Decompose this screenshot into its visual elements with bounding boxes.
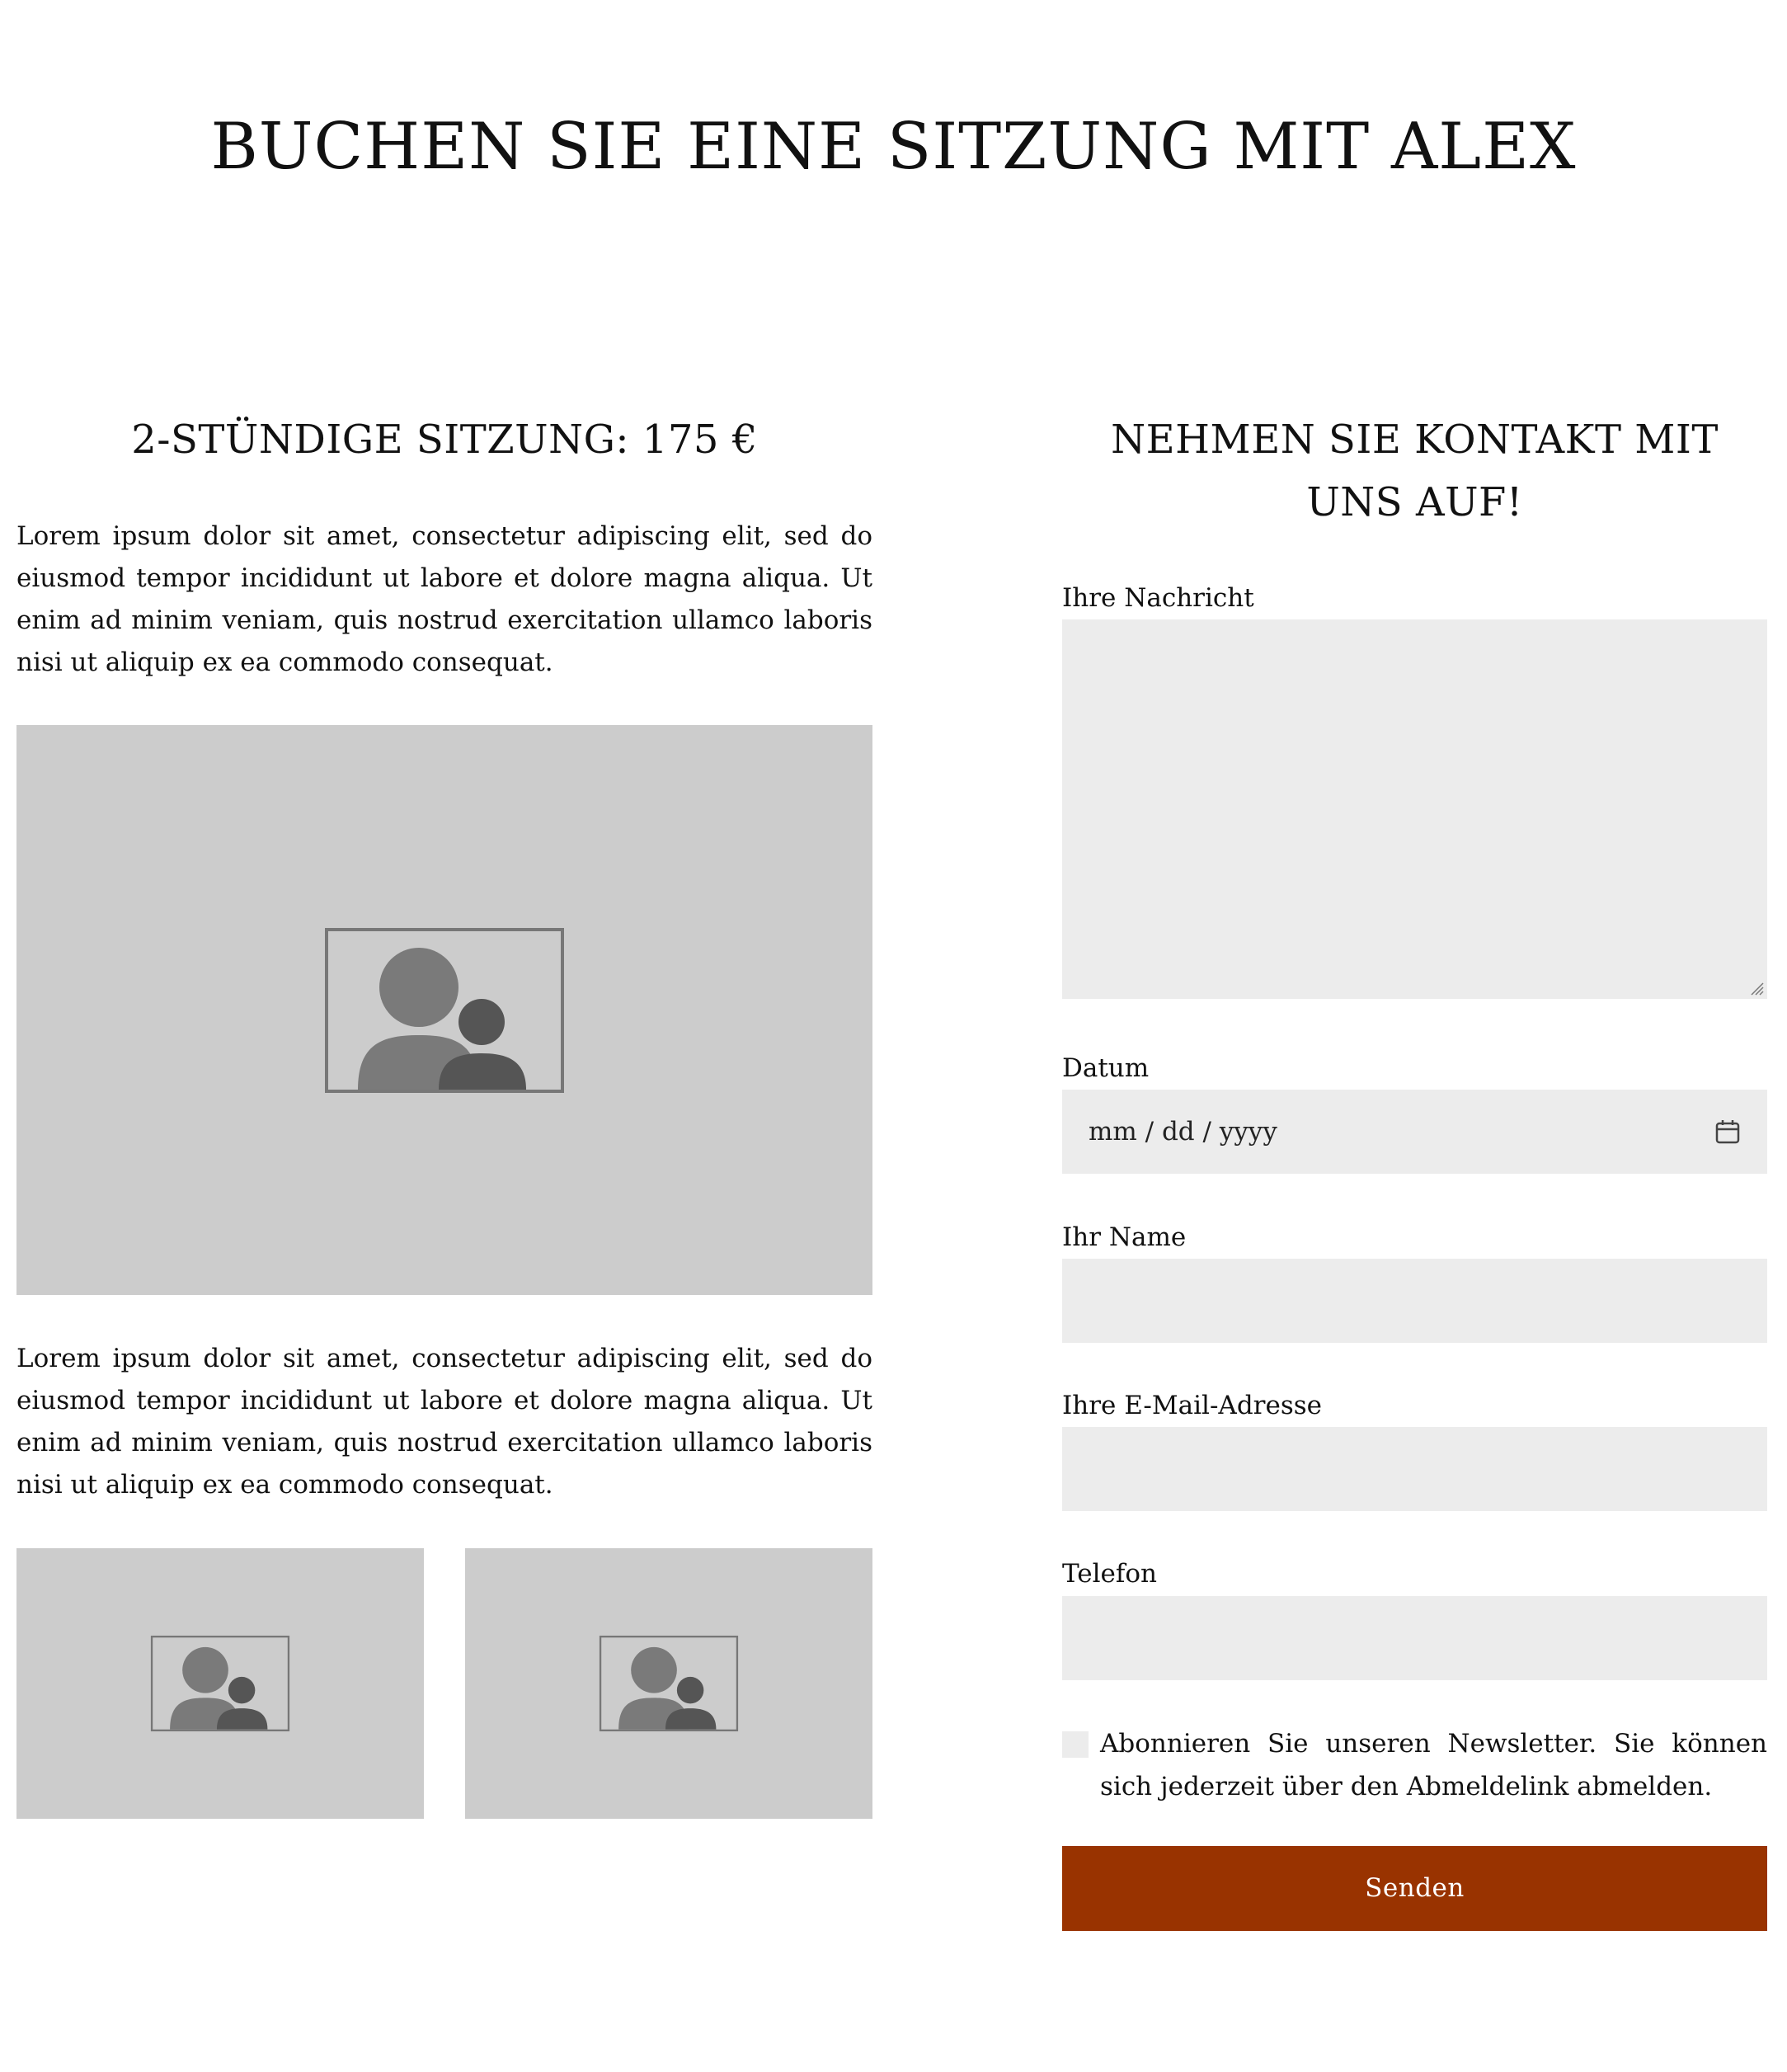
calendar-icon[interactable] bbox=[1714, 1118, 1741, 1145]
contact-title: NEHMEN SIE KONTAKT MIT UNS AUF! bbox=[1111, 417, 1719, 525]
page-title: BUCHEN SIE EINE SITZUNG MIT ALEX bbox=[210, 110, 1577, 184]
image-placeholder-icon bbox=[325, 928, 564, 1093]
date-label: Datum bbox=[1062, 1053, 1150, 1083]
session-description-2: Lorem ipsum dolor sit amet, consectetur adipiscing elit, sed do eiusmod tempor incididunt ut labore et dolore magna aliqua. Ut enim ad minim veniam, quis nostrud exercitation ullamco laboris nisi ut aliquip ex ea commodo consequat. bbox=[16, 1344, 872, 1500]
gallery-image-placeholder-1 bbox=[16, 1548, 424, 1819]
gallery-image-placeholder-2 bbox=[465, 1548, 872, 1819]
image-placeholder-icon bbox=[150, 1636, 290, 1731]
email-input[interactable] bbox=[1062, 1427, 1767, 1511]
session-description-1: Lorem ipsum dolor sit amet, consectetur adipiscing elit, sed do eiusmod tempor incididunt ut labore et dolore magna aliqua. Ut enim ad minim veniam, quis nostrud exercitation ullamco laboris nisi ut aliquip ex ea commodo consequat. bbox=[16, 521, 872, 677]
submit-button[interactable]: Senden bbox=[1062, 1846, 1767, 1931]
phone-input[interactable] bbox=[1062, 1596, 1767, 1680]
message-textarea[interactable] bbox=[1062, 619, 1767, 999]
contact-form bbox=[1062, 408, 1767, 1903]
date-input[interactable] bbox=[1062, 1090, 1767, 1174]
session-section bbox=[16, 408, 872, 1500]
name-input[interactable] bbox=[1062, 1259, 1767, 1343]
name-label: Ihr Name bbox=[1062, 1222, 1187, 1252]
image-placeholder-icon bbox=[599, 1636, 739, 1731]
email-label: Ihre E-Mail-Adresse bbox=[1062, 1391, 1322, 1420]
session-title: 2-STÜNDIGE SITZUNG: 175 € bbox=[131, 417, 758, 463]
main-image-placeholder bbox=[16, 725, 872, 1295]
resize-grip-icon[interactable] bbox=[1749, 981, 1764, 996]
newsletter-checkbox[interactable] bbox=[1062, 1731, 1089, 1758]
message-label: Ihre Nachricht bbox=[1062, 583, 1254, 613]
newsletter-label: Abonnieren Sie unseren Newsletter. Sie können sich jederzeit über den Abmeldelink abmelden. bbox=[1100, 1729, 1767, 1801]
phone-label: Telefon bbox=[1062, 1559, 1157, 1589]
date-placeholder: mm / dd / yyyy bbox=[1089, 1117, 1277, 1147]
